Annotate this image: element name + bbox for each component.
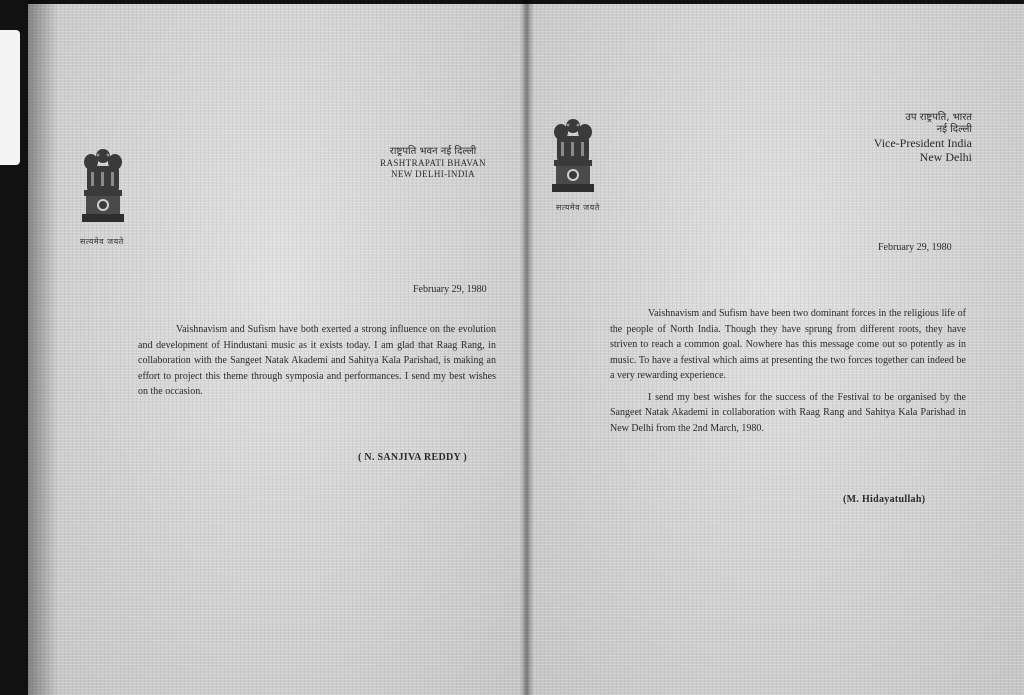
signature: ( N. SANJIVA REDDY ) [358, 452, 468, 463]
state-emblem-icon [548, 116, 598, 204]
letter-body [610, 306, 966, 442]
letterhead-rashtrapati [348, 146, 518, 180]
emblem-motto: सत्यमेव जयते [80, 237, 124, 246]
right-page [528, 4, 1024, 695]
letter-body [138, 322, 496, 406]
letter-paragraph: I send my best wishes for the success of the Festival to be organised by the Sangeet Natak Akademi in collaboration with Raag Rang and Sahitya Kala Parishad in New Delhi from the 2nd March, 1980. [610, 391, 966, 434]
letterhead-hindi-1: उप राष्ट्रपति, भारत [905, 112, 972, 123]
letterhead-line1: Vice-President India [873, 136, 972, 150]
letterhead-line1: RASHTRAPATI BHAVAN [380, 158, 486, 168]
letterhead-hindi-2: नई दिल्ली [936, 124, 972, 135]
letterhead-line2: NEW DELHI-INDIA [390, 168, 476, 179]
paper-tab [0, 30, 20, 165]
signature: (M. Hidayatullah) [843, 494, 926, 505]
emblem-motto: सत्यमेव जयते [556, 203, 600, 212]
letter-date: February 29, 1980 [413, 284, 487, 295]
letterhead-line2: New Delhi [919, 150, 972, 165]
state-emblem-icon [78, 146, 128, 234]
letter-paragraph: Vaishnavism and Sufism have been two dominant forces in the religious life of the people of North India. Though they have sprung from different roots, they have striven to reach a common goal. Nowhere has this message come out so potently as in music. To have a festival which aims at presenting the two forces together can indeed be a very rewarding experience. [610, 308, 966, 381]
page-edge-shadow [28, 0, 58, 695]
letter-date: February 29, 1980 [878, 242, 952, 253]
letterhead-hindi: राष्ट्रपति भवन नई दिल्ली [389, 146, 477, 157]
letterhead-vice-president [850, 112, 972, 165]
left-page [28, 4, 528, 695]
letter-paragraph: Vaishnavism and Sufism have both exerted a strong influence on the evolution and development of Hindustani music as it exists today. I am glad that Raag Rang, in collaboration with the Sangeet Natak Akademi and Sahitya Kala Parishad, is making an effort to project this theme through symposia and performances. I send my best wishes on the occasion. [138, 324, 496, 397]
book-gutter [520, 0, 534, 695]
